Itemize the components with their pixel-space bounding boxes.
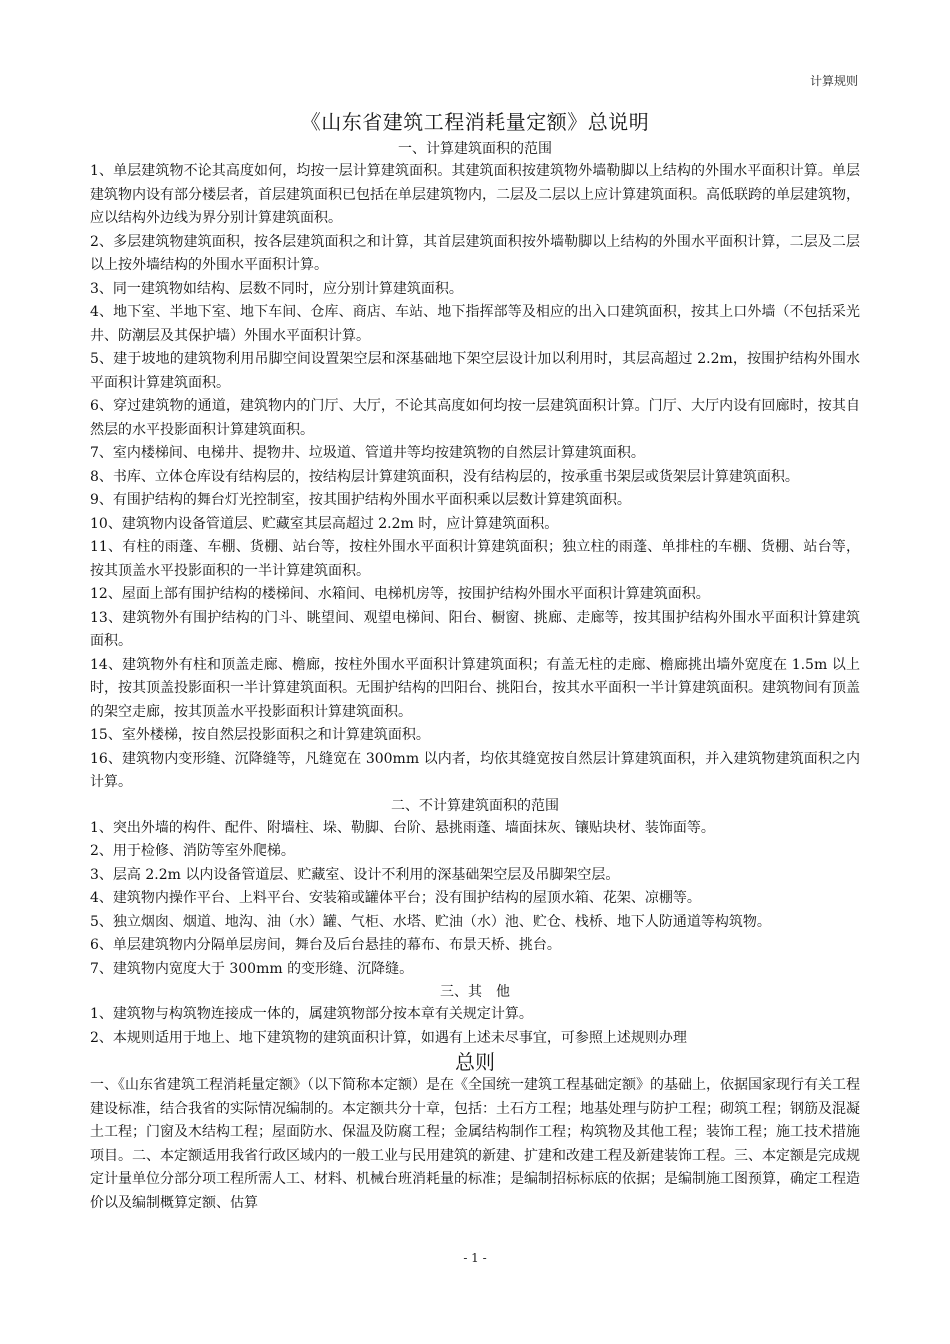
list-item: 15、室外楼梯，按自然层投影面积之和计算建筑面积。: [90, 727, 430, 743]
header-label: 计算规则: [809, 74, 858, 88]
section-area-scope-list: [90, 160, 860, 795]
list-item: 10、建筑物内设备管道层、贮藏室其层高超过 2.2m 时，应计算建筑面积。: [90, 515, 559, 532]
list-item: 9、有围护结构的舞台灯光控制室，按其围护结构外围水平面积乘以层数计算建筑面积。: [90, 492, 631, 508]
list-item: 7、室内楼梯间、电梯井、提物井、垃圾道、管道井等均按建筑物的自然层计算建筑面积。: [90, 445, 645, 461]
list-item: 4、地下室、半地下室、地下车间、仓库、商店、车站、地下指挥部等及相应的出入口建筑面积，按其上口外墙（不包括采光井、防潮层及其保护墙）外围水平面积计算。: [90, 304, 860, 344]
list-item: 13、建筑物外有围护结构的门斗、眺望间、观望电梯间、阳台、橱窗、挑廊、走廊等，按其围护结构外围水平面积计算建筑面积。: [90, 609, 860, 649]
list-item: 2、用于检修、消防等室外爬梯。: [90, 843, 295, 859]
list-item: 1、突出外墙的构件、配件、附墙柱、垛、勒脚、台阶、悬挑雨蓬、墙面抹灰、镶贴块材、装饰面等。: [90, 819, 715, 836]
list-item: 6、单层建筑物内分隔单层房间，舞台及后台悬挂的幕布、布景天桥、挑台。: [90, 937, 561, 953]
list-item: 2、本规则适用于地上、地下建筑物的建筑面积计算，如遇有上述未尽事宜，可参照上述规则办理: [90, 1029, 687, 1046]
document-title: 《山东省建筑工程消耗量定额》总说明: [300, 110, 650, 134]
list-item: 7、建筑物内宽度大于 300mm 的变形缝、沉降缝。: [90, 960, 414, 977]
document-content: [90, 106, 860, 1215]
general-heading: 总则: [455, 1050, 495, 1074]
page-number: - 1 -: [463, 1251, 487, 1265]
list-item: 8、书库、立体仓库设有结构层的，按结构层计算建筑面积，没有结构层的，按承重书架层或货架层计算建筑面积。: [90, 468, 799, 485]
list-item: 1、单层建筑物不论其高度如何，均按一层计算建筑面积。其建筑面积按建筑物外墙勒脚以上结构的外围水平面积计算。单层建筑物内设有部分楼层者，首层建筑面积已包括在单层建筑物内，二层及二层以上应计算建筑面积。高低联跨的单层建筑物，应以结构外边线为界分别计算建筑面积。: [90, 163, 860, 226]
list-item: 11、有柱的雨蓬、车棚、货棚、站台等，按柱外围水平面积计算建筑面积；独立柱的雨蓬、单排柱的车棚、货棚、站台等，按其顶盖水平投影面积的一半计算建筑面积。: [90, 539, 860, 579]
list-item: 14、建筑物外有柱和顶盖走廊、檐廊，按柱外围水平面积计算建筑面积；有盖无柱的走廊、檐廊挑出墙外宽度在 1.5m 以上时，按其顶盖投影面积一半计算建筑面积。无围护结构的凹阳台、挑阳台，按其水平面积一半计算建筑面积。建筑物间有顶盖的架空走廊，按其顶盖水平投影面积计算建筑面积。: [90, 656, 860, 720]
list-item: 3、同一建筑物如结构、层数不同时，应分别计算建筑面积。: [90, 280, 463, 297]
list-item: 2、多层建筑物建筑面积，按各层建筑面积之和计算，其首层建筑面积按外墙勒脚以上结构的外围水平面积计算，二层及二层以上按外墙结构的外围水平面积计算。: [90, 233, 860, 273]
section-excluded-scope-list: [90, 817, 860, 982]
list-item: 5、独立烟囱、烟道、地沟、油（水）罐、气柜、水塔、贮油（水）池、贮仓、栈桥、地下人防通道等构筑物。: [90, 913, 771, 930]
list-item: 12、屋面上部有围护结构的楼梯间、水箱间、电梯机房等，按围护结构外围水平面积计算建筑面积。: [90, 586, 710, 602]
list-item: 6、穿过建筑物的通道，建筑物内的门厅、大厅，不论其高度如何均按一层建筑面积计算。门厅、大厅内设有回廊时，按其自然层的水平投影面积计算建筑面积。: [90, 398, 860, 438]
section-heading-excluded-scope: 二、不计算建筑面积的范围: [391, 797, 559, 814]
list-item: 1、建筑物与构筑物连接成一体的，属建筑物部分按本章有关规定计算。: [90, 1006, 533, 1022]
list-item: 5、建于坡地的建筑物利用吊脚空间设置架空层和深基础地下架空层设计加以利用时，其层高超过 2.2m，按围护结构外围水平面积计算建筑面积。: [90, 351, 860, 391]
list-item: 4、建筑物内操作平台、上料平台、安装箱或罐体平台；没有围护结构的屋顶水箱、花架、凉棚等。: [90, 890, 701, 906]
section-heading-area-scope: 一、计算建筑面积的范围: [398, 141, 552, 157]
section-other-list: [90, 1003, 860, 1050]
general-paragraph: 一、《山东省建筑工程消耗量定额》（以下简称本定额）是在《全国统一建筑工程基础定额》的基础上，依据国家现行有关工程建设标准，结合我省的实际情况编制的。本定额共分十章，包括：土石方工程；地基处理与防护工程；砌筑工程；钢筋及混凝土工程；门窗及木结构工程；屋面防水、保温及防腐工程；金属结构制作工程；构筑物及其他工程；装饰工程；施工技术措施项目。二、本定额适用我省行政区域内的一般工业与民用建筑的新建、扩建和改建工程及新建装饰工程。三、本定额是完成规定计量单位分部分项工程所需人工、材料、机械台班消耗量的标准；是编制招标标底的依据；是编制施工图预算，确定工程造价以及编制概算定额、估算: [90, 1077, 860, 1211]
list-item: 16、建筑物内变形缝、沉降缝等，凡缝宽在 300mm 以内者，均依其缝宽按自然层计算建筑面积，并入建筑物建筑面积之内计算。: [90, 750, 860, 790]
section-heading-other: 三、其 他: [440, 984, 510, 1000]
list-item: 3、层高 2.2m 以内设备管道层、贮藏室、设计不利用的深基础架空层及吊脚架空层。: [90, 866, 620, 883]
